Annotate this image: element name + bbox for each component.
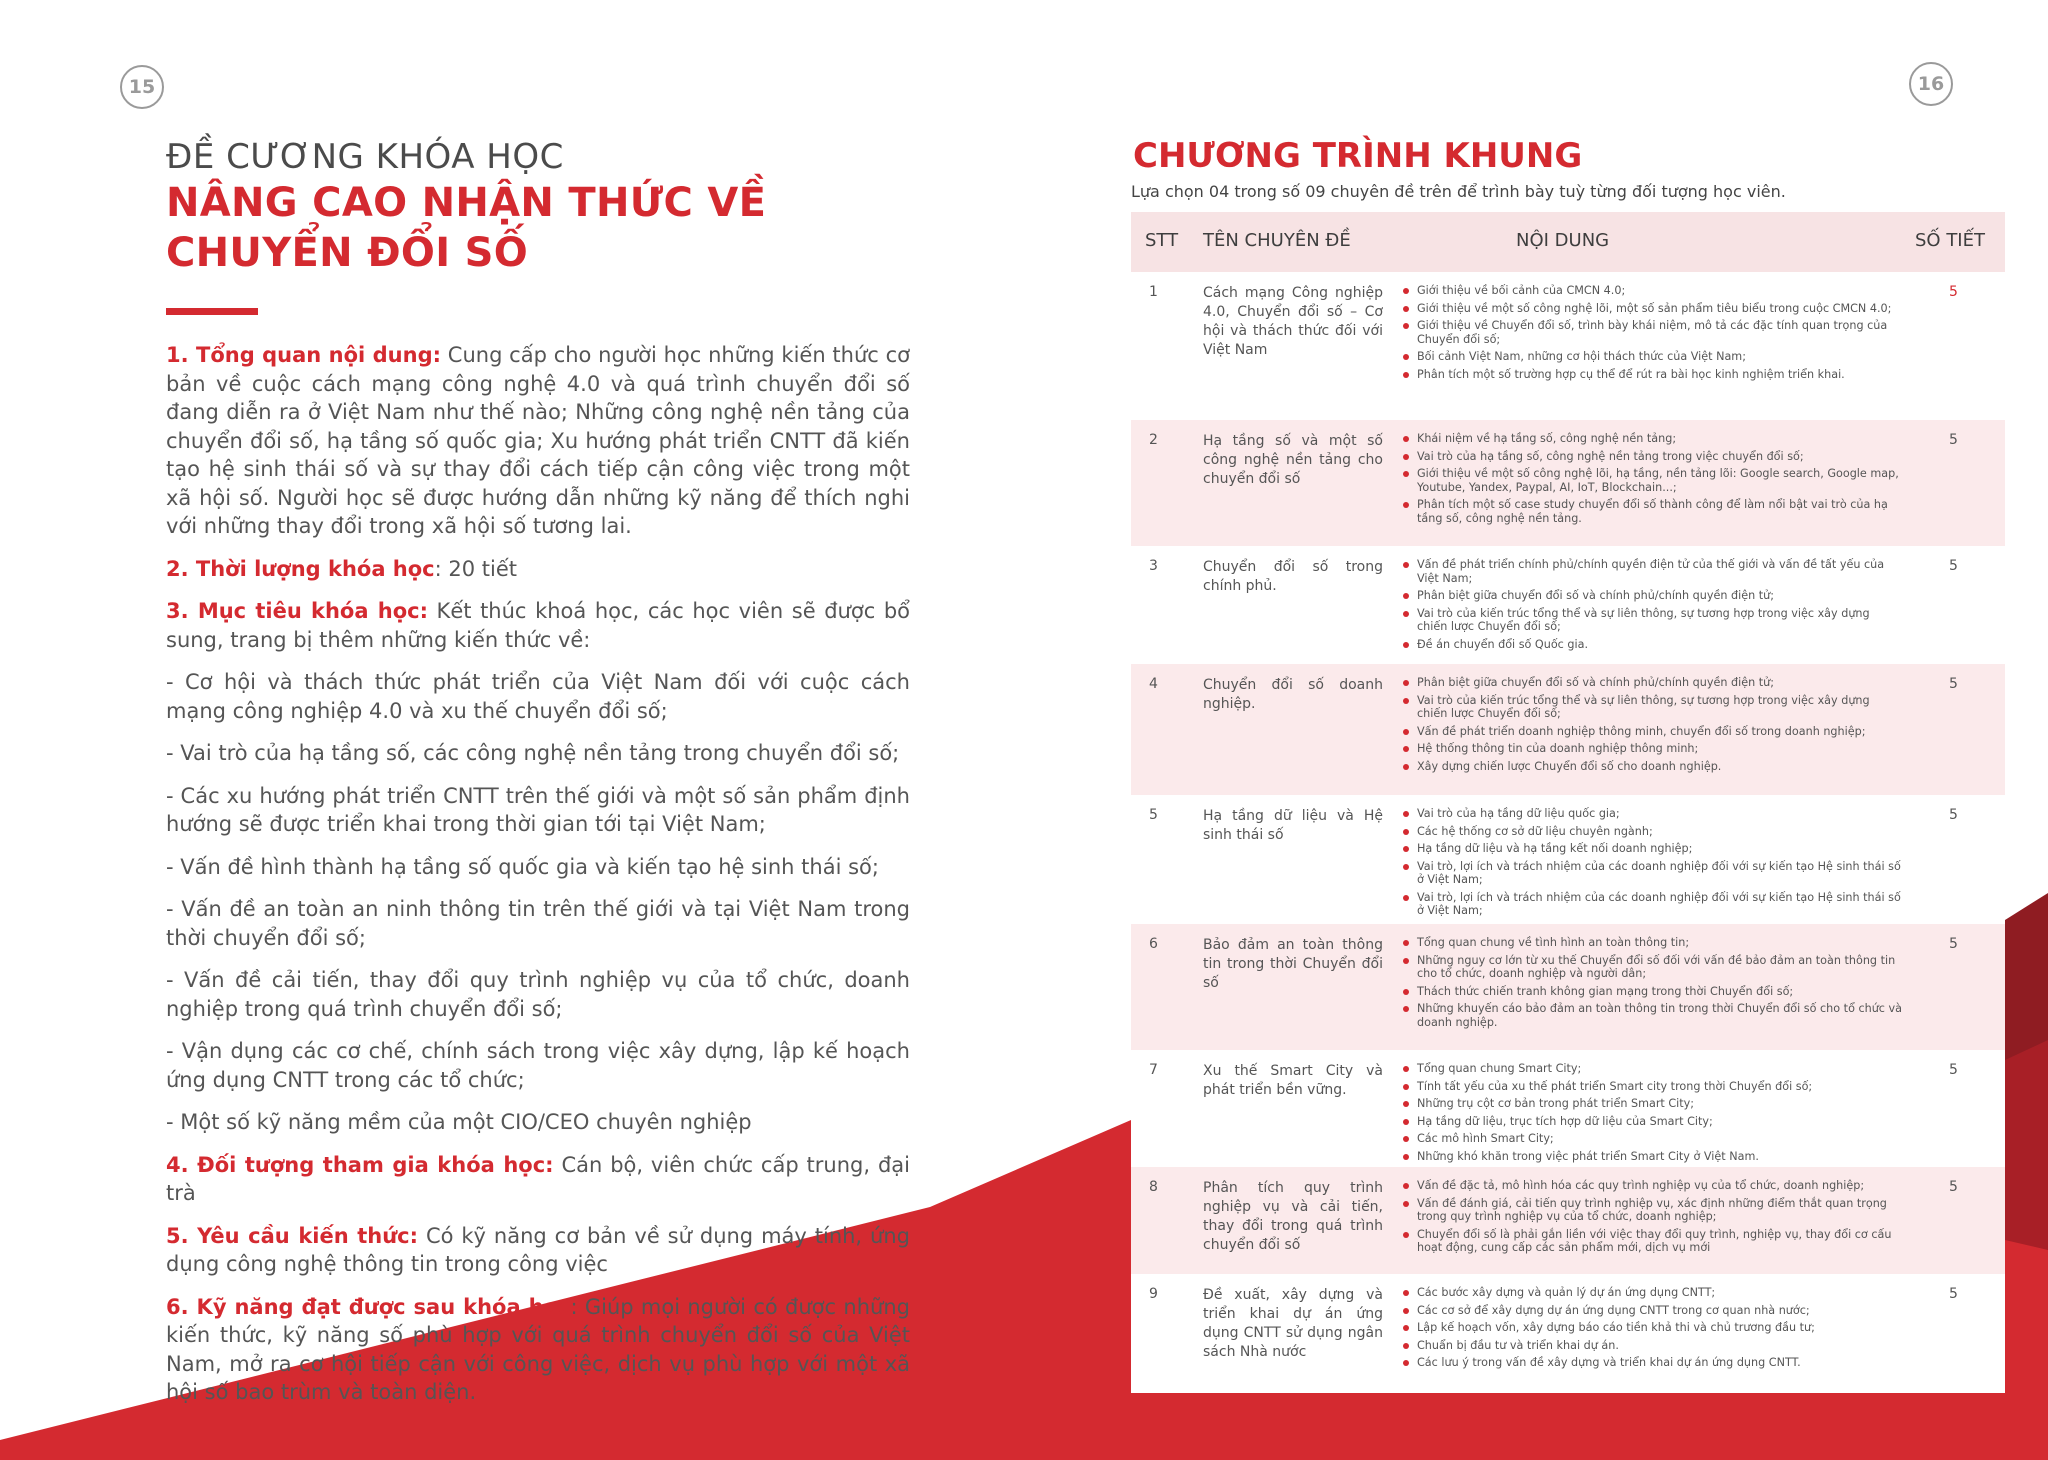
outline-section <box>166 895 910 952</box>
content-item-text: Xây dựng chiến lược Chuyển đổi số cho doanh nghiệp. <box>1417 759 1722 773</box>
content-item <box>1403 1115 1903 1129</box>
content-item-text: Các bước xây dựng và quản lý dự án ứng dụng CNTT; <box>1417 1286 1716 1299</box>
content-item <box>1403 607 1903 634</box>
section-text: - Vai trò của hạ tầng số, các công nghệ nền tảng trong chuyển đổi số; <box>166 741 900 765</box>
content-item <box>1403 1062 1903 1076</box>
bullet-dot-icon <box>1403 1290 1409 1296</box>
content-item-text: Hạ tầng dữ liệu và hạ tầng kết nối doanh nghiệp; <box>1417 842 1693 855</box>
content-item <box>1403 498 1903 525</box>
row-tiet: 5 <box>1949 1179 1958 1195</box>
bullet-dot-icon <box>1403 1154 1409 1160</box>
content-item <box>1403 284 1903 298</box>
content-item <box>1403 467 1903 494</box>
row-stt: 5 <box>1149 807 1158 823</box>
outline-section <box>166 597 910 654</box>
content-item-text: Giới thiệu về bối cảnh của CMCN 4.0; <box>1417 284 1626 297</box>
bullet-dot-icon <box>1403 1232 1409 1238</box>
bullet-dot-icon <box>1403 1136 1409 1142</box>
content-item-text: Bối cảnh Việt Nam, những cơ hội thách thức của Việt Nam; <box>1417 350 1746 363</box>
row-topic-name: Chuyển đổi số trong chính phủ. <box>1203 559 1383 594</box>
content-item <box>1403 860 1903 887</box>
outline-section <box>166 341 910 541</box>
content-item-text: Phân biệt giữa chuyển đổi số và chính phủ/chính quyền điện tử; <box>1417 589 1774 602</box>
bullet-dot-icon <box>1403 764 1409 770</box>
content-item-text: Giới thiệu về một số công nghệ lõi, một số sản phẩm tiêu biểu trong cuộc CMCN 4.0; <box>1417 301 1892 315</box>
row-topic-name: Phân tích quy trình nghiệp vụ và cải tiến, thay đổi trong quá trình chuyển đổi số <box>1203 1180 1383 1253</box>
row-content-list <box>1403 558 1903 655</box>
outline-section <box>166 1293 910 1407</box>
bullet-dot-icon <box>1403 562 1409 568</box>
section-text: - Vấn đề hình thành hạ tầng số quốc gia và kiến tạo hệ sinh thái số; <box>166 854 879 879</box>
bullet-dot-icon <box>1403 829 1409 835</box>
content-item-text: Các mô hình Smart City; <box>1417 1132 1554 1145</box>
content-item-text: Tổng quan chung về tình hình an toàn thông tin; <box>1417 936 1690 949</box>
bullet-dot-icon <box>1403 354 1409 360</box>
table-row <box>1131 420 2005 546</box>
content-item <box>1403 1080 1903 1094</box>
content-item-text: Những khuyến cáo bảo đảm an toàn thông tin trong thời Chuyển đổi số cho tổ chức và doanh nghiệp. <box>1417 1002 1902 1029</box>
content-item <box>1403 1286 1903 1300</box>
content-item-text: Các lưu ý trong vấn đề xây dựng và triển khai dự án ứng dụng CNTT. <box>1417 1356 1801 1369</box>
row-stt: 7 <box>1149 1062 1158 1078</box>
row-topic-name: Bảo đảm an toàn thông tin trong thời Chuyển đổi số <box>1203 937 1383 991</box>
outline-section <box>166 668 910 725</box>
row-content-list <box>1403 1062 1903 1167</box>
header-stt: STT <box>1145 230 1179 251</box>
row-tiet: 5 <box>1949 284 1958 300</box>
content-item <box>1403 1197 1903 1224</box>
row-stt: 9 <box>1149 1286 1158 1302</box>
outline-section <box>166 739 910 768</box>
section-text: - Vận dụng các cơ chế, chính sách trong việc xây dựng, lập kế hoạch ứng dụng CNTT trong các tổ chức; <box>166 1039 910 1092</box>
content-item-text: Vai trò, lợi ích và trách nhiệm của các doanh nghiệp đối với sự kiến tạo Hệ sinh thái số ở Việt Nam; <box>1417 890 1901 917</box>
bullet-dot-icon <box>1403 1101 1409 1107</box>
section-label: 1. Tổng quan nội dung: <box>166 343 442 367</box>
table-row <box>1131 546 2005 664</box>
row-content-list <box>1403 807 1903 922</box>
section-text: : 20 tiết <box>434 556 518 581</box>
content-item-text: Phân tích một số case study chuyển đổi số thành công để làm nổi bật vai trò của hạ tầng số, công nghệ nền tảng. <box>1417 498 1888 525</box>
content-item <box>1403 1356 1903 1370</box>
content-item-text: Vấn đề đánh giá, cải tiến quy trình nghiệp vụ, xác định những điểm thắt quan trọng trong quy trình nghiệp vụ của tổ chức, doanh nghiệp; <box>1417 1196 1887 1223</box>
outline-section <box>166 853 910 882</box>
bullet-dot-icon <box>1403 611 1409 617</box>
table-header <box>1131 212 2005 272</box>
row-topic-name: Đề xuất, xây dựng và triển khai dự án ứng dụng CNTT sử dụng ngân sách Nhà nước <box>1203 1287 1383 1360</box>
title-underline <box>166 308 258 315</box>
section-label: 6. Kỹ năng đạt được sau khóa học <box>166 1294 571 1319</box>
content-item <box>1403 694 1903 721</box>
table-row <box>1131 1274 2005 1393</box>
content-item <box>1403 558 1903 585</box>
content-item-text: Vai trò của kiến trúc tổng thể và sự liên thông, sự tương hợp trong việc xây dựng chiến lược Chuyển đổi số; <box>1417 606 1870 633</box>
content-item <box>1403 450 1903 464</box>
bullet-dot-icon <box>1403 323 1409 329</box>
bullet-dot-icon <box>1403 680 1409 686</box>
header-name: TÊN CHUYÊN ĐỀ <box>1203 230 1351 251</box>
bullet-dot-icon <box>1403 1006 1409 1012</box>
row-topic-name: Hạ tầng số và một số công nghệ nền tảng cho chuyển đổi số <box>1203 433 1383 487</box>
content-item-text: Chuẩn bị đầu tư và triển khai dự án. <box>1417 1338 1619 1352</box>
course-outline <box>166 136 910 1421</box>
row-content-list <box>1403 432 1903 529</box>
bullet-dot-icon <box>1403 989 1409 995</box>
content-item <box>1403 985 1903 999</box>
row-stt: 1 <box>1149 284 1158 300</box>
bullet-dot-icon <box>1403 593 1409 599</box>
content-item <box>1403 589 1903 603</box>
content-item <box>1403 432 1903 446</box>
outline-section <box>166 1222 910 1279</box>
content-item <box>1403 807 1903 821</box>
bullet-dot-icon <box>1403 1308 1409 1314</box>
content-item <box>1403 760 1903 774</box>
bullet-dot-icon <box>1403 698 1409 704</box>
content-item-text: Vấn đề đặc tả, mô hình hóa các quy trình nghiệp vụ của tổ chức, doanh nghiệp; <box>1417 1179 1865 1192</box>
outline-subtitle: ĐỀ CƯƠNG KHÓA HỌC <box>166 137 564 177</box>
outline-section <box>166 555 910 584</box>
outline-section <box>166 1108 910 1137</box>
bullet-dot-icon <box>1403 746 1409 752</box>
table-row <box>1131 795 2005 924</box>
row-tiet: 5 <box>1949 432 1958 448</box>
bullet-dot-icon <box>1403 372 1409 378</box>
content-item <box>1403 954 1903 981</box>
section-text: Cán bộ, viên chức cấp trung, đại trà <box>166 1152 910 1205</box>
bullet-dot-icon <box>1403 1201 1409 1207</box>
bullet-dot-icon <box>1403 1360 1409 1366</box>
row-topic-name: Cách mạng Công nghiệp 4.0, Chuyển đổi số – Cơ hội và thách thức đối với Việt Nam <box>1203 285 1383 358</box>
row-topic-name: Chuyển đổi số doanh nghiệp. <box>1203 677 1383 712</box>
table-row <box>1131 924 2005 1050</box>
row-stt: 2 <box>1149 432 1158 448</box>
row-stt: 6 <box>1149 936 1158 952</box>
content-item-text: Vấn đề phát triển chính phủ/chính quyền điện tử của thế giới và vấn đề tất yếu của Việt Nam; <box>1417 558 1885 585</box>
content-item <box>1403 842 1903 856</box>
content-item <box>1403 1339 1903 1353</box>
content-item-text: Khái niệm về hạ tầng số, công nghệ nền tảng; <box>1417 432 1677 445</box>
content-item-text: Đề án chuyển đổi số Quốc gia. <box>1417 637 1589 651</box>
content-item <box>1403 1179 1903 1193</box>
content-item <box>1403 1150 1903 1164</box>
outline-title-line2: CHUYỂN ĐỔI SỐ <box>166 230 529 276</box>
content-item <box>1403 676 1903 690</box>
content-item-text: Hạ tầng dữ liệu, trục tích hợp dữ liệu của Smart City; <box>1417 1114 1713 1128</box>
section-label: 2. Thời lượng khóa học <box>166 556 435 581</box>
bullet-dot-icon <box>1403 306 1409 312</box>
header-tiet: SỐ TIẾT <box>1915 230 1985 251</box>
section-label: 5. Yêu cầu kiến thức: <box>166 1223 419 1248</box>
content-item-text: Thách thức chiến tranh không gian mạng trong thời Chuyển đổi số; <box>1417 984 1794 998</box>
content-item-text: Giới thiệu về một số công nghệ lõi, hạ tầng, nền tảng lõi: Google search, Google map, Youtube, Yandex, Paypal, AI, IoT, Blockchain...; <box>1417 467 1899 494</box>
section-text: - Vấn đề cải tiến, thay đổi quy trình nghiệp vụ của tổ chức, doanh nghiệp trong quá trình chuyển đổi số; <box>166 968 910 1021</box>
content-item-text: Phân biệt giữa chuyển đổi số và chính phủ/chính quyền điện tử; <box>1417 676 1774 689</box>
content-item <box>1403 302 1903 316</box>
content-item <box>1403 936 1903 950</box>
content-item-text: Những trụ cột cơ bản trong phát triển Smart City; <box>1417 1097 1695 1110</box>
bullet-dot-icon <box>1403 471 1409 477</box>
content-item-text: Tính tất yếu của xu thế phát triển Smart city trong thời Chuyển đổi số; <box>1417 1079 1813 1093</box>
row-topic-name: Xu thế Smart City và phát triển bền vững. <box>1203 1063 1383 1098</box>
red-side-strip <box>2005 1040 2048 1250</box>
content-item-text: Giới thiệu về Chuyển đổi số, trình bày khái niệm, mô tả các đặc tính quan trọng của Chuyển đổi số; <box>1417 319 1888 346</box>
section-text: Có kỹ năng cơ bản về sử dụng máy tính, ứng dụng công nghệ thông tin trong công việc <box>166 1223 910 1276</box>
section-text: Kết thúc khoá học, các học viên sẽ được bổ sung, trang bị thêm những kiến thức về: <box>166 599 911 652</box>
content-item-text: Vai trò, lợi ích và trách nhiệm của các doanh nghiệp đối với sự kiến tạo Hệ sinh thái số ở Việt Nam; <box>1417 859 1901 886</box>
section-text: - Vấn đề an toàn an ninh thông tin trên thế giới và tại Việt Nam trong thời chuyển đổi số; <box>166 897 910 950</box>
table-row <box>1131 1167 2005 1274</box>
content-item-text: Lập kế hoạch vốn, xây dựng báo cáo tiền khả thi và chủ trương đầu tư; <box>1417 1321 1815 1334</box>
content-item-text: Chuyển đổi số là phải gắn liền với việc thay đổi quy trình, nghiệp vụ, thay đổi cơ cấu hoạt động, cung cấp các sản phẩm mới, dịch vụ mới <box>1417 1227 1892 1254</box>
content-item <box>1403 319 1903 346</box>
framework-title: CHƯƠNG TRÌNH KHUNG <box>1133 136 1583 176</box>
page-number-right: 16 <box>1909 62 1953 106</box>
framework-table <box>1131 212 2005 1393</box>
content-item-text: Phân tích một số trường hợp cụ thể để rút ra bài học kinh nghiệm triển khai. <box>1417 367 1845 381</box>
bullet-dot-icon <box>1403 864 1409 870</box>
bullet-dot-icon <box>1403 940 1409 946</box>
bullet-dot-icon <box>1403 642 1409 648</box>
content-item <box>1403 1304 1903 1318</box>
content-item <box>1403 1228 1903 1255</box>
bullet-dot-icon <box>1403 846 1409 852</box>
bullet-dot-icon <box>1403 1183 1409 1189</box>
content-item <box>1403 638 1903 652</box>
bullet-dot-icon <box>1403 1084 1409 1090</box>
content-item-text: Hệ thống thông tin của doanh nghiệp thông minh; <box>1417 742 1699 755</box>
content-item <box>1403 1097 1903 1111</box>
outline-section <box>166 1151 910 1208</box>
bullet-dot-icon <box>1403 958 1409 964</box>
outline-section <box>166 1037 910 1094</box>
row-stt: 3 <box>1149 558 1158 574</box>
content-item <box>1403 1002 1903 1029</box>
framework-subtitle: Lựa chọn 04 trong số 09 chuyên đề trên để trình bày tuỳ từng đối tượng học viên. <box>1131 182 1786 201</box>
content-item <box>1403 725 1903 739</box>
section-text: - Một số kỹ năng mềm của một CIO/CEO chuyên nghiệp <box>166 1110 752 1134</box>
bullet-dot-icon <box>1403 1119 1409 1125</box>
row-tiet: 5 <box>1949 807 1958 823</box>
section-text: Cung cấp cho người học những kiến thức cơ bản về cuộc cách mạng công nghệ 4.0 và quá trình chuyển đổi số đang diễn ra ở Việt Nam như thế nào; Những công nghệ nền tảng của chuyển đổi số, hạ tầng số quốc gia; Xu hướng phát triển CNTT đã kiến tạo hệ sinh thái số và sự thay đổi cách tiếp cận công việc trong một xã hội số. Người học sẽ được hướng dẫn những kỹ năng để thích nghi với những thay đổi trong xã hội số tương lai. <box>166 343 910 538</box>
outline-section <box>166 966 910 1023</box>
content-item-text: Tổng quan chung Smart City; <box>1417 1062 1582 1075</box>
section-label: 4. Đối tượng tham gia khóa học: <box>166 1152 554 1177</box>
bullet-dot-icon <box>1403 811 1409 817</box>
outline-title-line1: NÂNG CAO NHẬN THỨC VỀ <box>166 180 767 226</box>
content-item-text: Những nguy cơ lớn từ xu thế Chuyển đổi số đối với vấn đề bảo đảm an toàn thông tin cho tổ chức, doanh nghiệp và người dân; <box>1417 953 1896 980</box>
bullet-dot-icon <box>1403 288 1409 294</box>
content-item <box>1403 1132 1903 1146</box>
header-content: NỘI DUNG <box>1516 230 1610 251</box>
row-content-list <box>1403 1286 1903 1374</box>
row-content-list <box>1403 936 1903 1033</box>
row-content-list <box>1403 676 1903 777</box>
row-topic-name: Hạ tầng dữ liệu và Hệ sinh thái số <box>1203 808 1383 843</box>
content-item-text: Vấn đề phát triển doanh nghiệp thông minh, chuyển đổi số trong doanh nghiệp; <box>1417 724 1866 738</box>
content-item <box>1403 350 1903 364</box>
content-item-text: Vai trò của hạ tầng dữ liệu quốc gia; <box>1417 807 1620 820</box>
row-tiet: 5 <box>1949 1062 1958 1078</box>
row-tiet: 5 <box>1949 936 1958 952</box>
row-tiet: 5 <box>1949 558 1958 574</box>
table-row <box>1131 272 2005 420</box>
bullet-dot-icon <box>1403 729 1409 735</box>
content-item-text: Những khó khăn trong việc phát triển Smart City ở Việt Nam. <box>1417 1149 1759 1163</box>
content-item <box>1403 1321 1903 1335</box>
row-tiet: 5 <box>1949 1286 1958 1302</box>
outline-section <box>166 782 910 839</box>
page-number-left: 15 <box>120 65 164 109</box>
bullet-dot-icon <box>1403 895 1409 901</box>
section-label: 3. Mục tiêu khóa học: <box>166 599 428 623</box>
bullet-dot-icon <box>1403 502 1409 508</box>
content-item <box>1403 742 1903 756</box>
row-tiet: 5 <box>1949 676 1958 692</box>
bullet-dot-icon <box>1403 454 1409 460</box>
content-item-text: Vai trò của hạ tầng số, công nghệ nền tảng trong việc chuyển đổi số; <box>1417 449 1804 463</box>
outline-sections <box>166 341 910 1407</box>
bullet-dot-icon <box>1403 1343 1409 1349</box>
section-text: : Giúp mọi người có được những kiến thức, kỹ năng số phù hợp với quá trình chuyển đổi số của Việt Nam, mở ra cơ hội tiếp cận với công việc, dịch vụ phù hợp với một xã hội số bao trùm và toàn diện. <box>166 1294 910 1404</box>
content-item-text: Các cơ sở để xây dựng dự án ứng dụng CNTT trong cơ quan nhà nước; <box>1417 1303 1810 1317</box>
row-content-list <box>1403 1179 1903 1259</box>
content-item <box>1403 368 1903 382</box>
table-row <box>1131 1050 2005 1167</box>
row-stt: 8 <box>1149 1179 1158 1195</box>
content-item-text: Vai trò của kiến trúc tổng thể và sự liên thông, sự tương hợp trong việc xây dựng chiến lược Chuyển đổi số; <box>1417 693 1870 720</box>
section-text: - Các xu hướng phát triển CNTT trên thế giới và một số sản phẩm định hướng sẽ được triển khai trong thời gian tới tại Việt Nam; <box>166 783 910 836</box>
bullet-dot-icon <box>1403 1066 1409 1072</box>
row-content-list <box>1403 284 1903 385</box>
table-row <box>1131 664 2005 795</box>
bullet-dot-icon <box>1403 1325 1409 1331</box>
bullet-dot-icon <box>1403 436 1409 442</box>
content-item <box>1403 825 1903 839</box>
section-text: - Cơ hội và thách thức phát triển của Việt Nam đối với cuộc cách mạng công nghiệp 4.0 và xu thế chuyển đổi số; <box>166 670 910 723</box>
content-item-text: Các hệ thống cơ sở dữ liệu chuyên ngành; <box>1417 824 1653 838</box>
row-stt: 4 <box>1149 676 1158 692</box>
content-item <box>1403 891 1903 918</box>
